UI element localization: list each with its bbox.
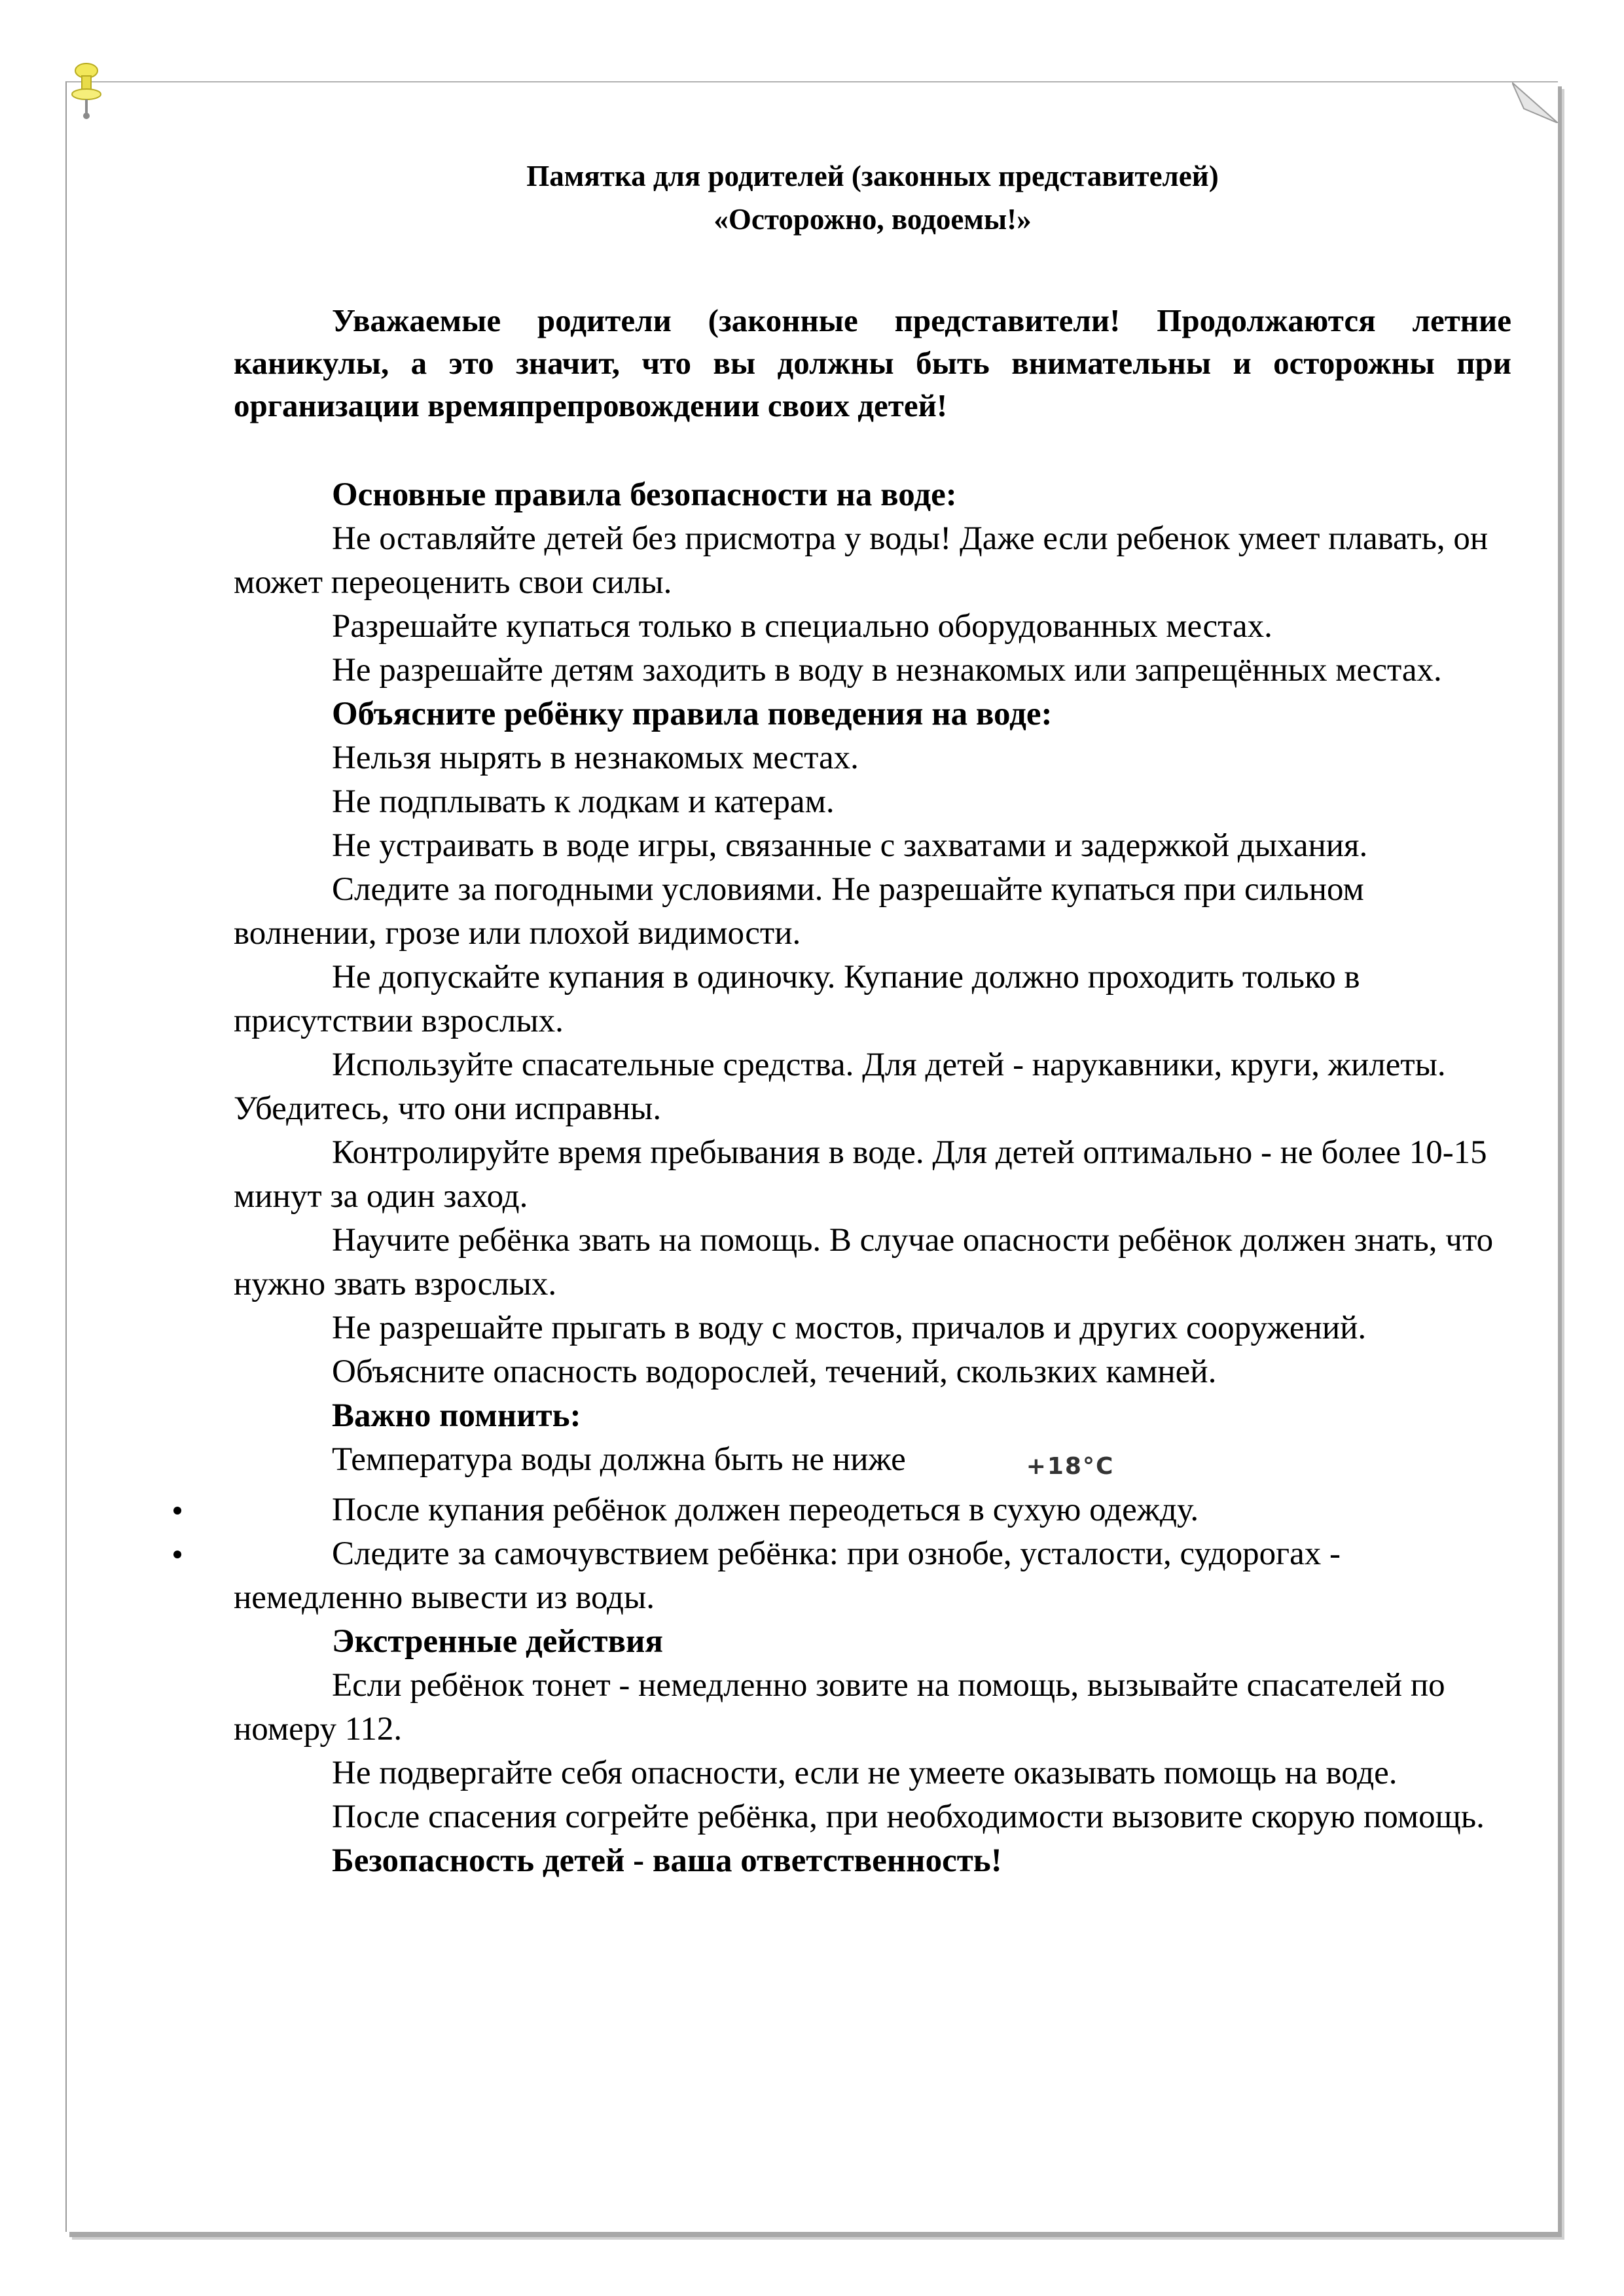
rules-heading: Основные правила безопасности на воде: [332, 476, 957, 513]
behavior-item: Следите за погодными условиями. Не разрешайте купаться при сильном волнении, грозе или плохой видимости. [234, 871, 1364, 952]
lead-paragraph: Уважаемые родители (законные представители! Продолжаются летние каникулы, а это значит, что вы должны быть внимательны и осторожны при организации времяпрепровождении своих детей! [234, 302, 1511, 423]
important-bullet [234, 1532, 1511, 1620]
important-bullet-text: После купания ребёнок должен переодеться в сухую одежду. [332, 1492, 1199, 1528]
important-bullet [234, 1488, 1511, 1532]
temperature-value: +18°C [1026, 1453, 1115, 1480]
page-corner-fold-icon [1512, 82, 1558, 123]
behavior-item: Не разрешайте прыгать в воду с мостов, причалов и других сооружений. [332, 1310, 1367, 1346]
behavior-item: Не подплывать к лодкам и катерам. [332, 783, 835, 820]
page-subtitle: «Осторожно, водоемы!» [713, 203, 1032, 236]
emergency-item: Не подвергайте себя опасности, если не умеете оказывать помощь на воде. [332, 1755, 1398, 1791]
rule-item: Не оставляйте детей без присмотра у воды! Даже если ребенок умеет плавать, он может переоценить свои силы. [234, 520, 1489, 601]
behavior-item: Контролируйте время пребывания в воде. Для детей оптимально - не более 10-15 минут за один заход. [234, 1134, 1487, 1215]
emergency-heading: Экстренные действия [332, 1623, 664, 1660]
emergency-item: Если ребёнок тонет - немедленно зовите на помощь, вызывайте спасателей по номеру 112. [234, 1667, 1445, 1748]
emergency-item: После спасения согрейте ребёнка, при необходимости вызовите скорую помощь. [332, 1799, 1485, 1835]
temperature-text: Температура воды должна быть не ниже [332, 1441, 906, 1478]
pushpin-icon [68, 62, 105, 120]
important-heading: Важно помнить: [332, 1397, 581, 1434]
behavior-item: Нельзя нырять в незнакомых местах. [332, 740, 859, 776]
behavior-heading: Объясните ребёнку правила поведения на воде: [332, 696, 1053, 732]
behavior-item: Научите ребёнка звать на помощь. В случае опасности ребёнок должен знать, что нужно звать взрослых. [234, 1222, 1494, 1302]
behavior-item: Не допускайте купания в одиночку. Купание должно проходить только в присутствии взрослых. [234, 959, 1360, 1039]
important-bullet-text: Следите за самочувствием ребёнка: при ознобе, усталости, судорогах - немедленно вывести из воды. [234, 1535, 1341, 1616]
document-content [234, 154, 1511, 1883]
bullet-icon [173, 1507, 181, 1515]
behavior-item: Не устраивать в воде игры, связанные с захватами и задержкой дыхания. [332, 827, 1368, 864]
bullet-icon [173, 1551, 181, 1558]
temperature-line [234, 1438, 1511, 1488]
page-title: Памятка для родителей (законных представителей) [526, 160, 1219, 192]
rules-section [234, 473, 1511, 1883]
behavior-item: Объясните опасность водорослей, течений, скользких камней. [332, 1354, 1217, 1390]
rule-item: Не разрешайте детям заходить в воду в незнакомых или запрещённых местах. [332, 652, 1442, 689]
closing-statement: Безопасность детей - ваша ответственность! [332, 1842, 1002, 1879]
behavior-item: Используйте спасательные средства. Для детей - нарукавники, круги, жилеты. Убедитесь, что они исправны. [234, 1047, 1446, 1127]
rule-item: Разрешайте купаться только в специально оборудованных местах. [332, 608, 1272, 645]
